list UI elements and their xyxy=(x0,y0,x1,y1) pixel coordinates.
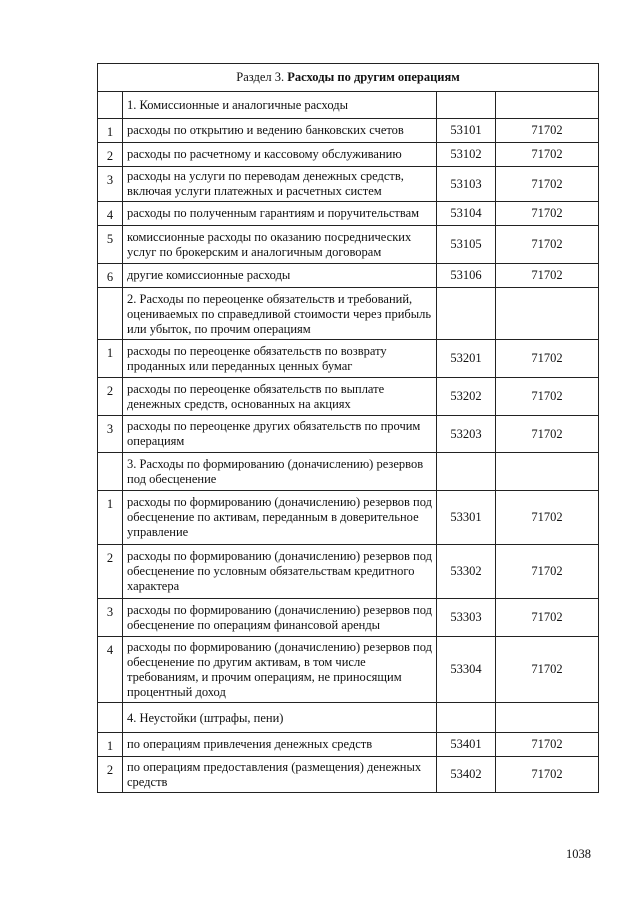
group-symbol-cell xyxy=(496,703,599,733)
account-number: 53102 xyxy=(437,143,496,167)
group-number-cell xyxy=(98,703,123,733)
row-number: 5 xyxy=(98,226,123,264)
row-number: 2 xyxy=(98,143,123,167)
symbol-code: 71702 xyxy=(496,226,599,264)
row-number: 4 xyxy=(98,637,123,703)
row-number: 1 xyxy=(98,119,123,143)
account-number: 53105 xyxy=(437,226,496,264)
account-number: 53304 xyxy=(437,637,496,703)
table-row xyxy=(98,416,599,453)
row-description: расходы по открытию и ведению банковских счетов xyxy=(123,119,437,143)
section-title-prefix: Раздел 3. xyxy=(236,70,285,84)
row-description: другие комиссионные расходы xyxy=(123,264,437,288)
account-number: 53401 xyxy=(437,733,496,757)
symbol-code: 71702 xyxy=(496,202,599,226)
section-title-cell xyxy=(98,64,599,92)
group-title: 4. Неустойки (штрафы, пени) xyxy=(123,703,437,733)
expenses-table xyxy=(97,63,599,793)
group-symbol-cell xyxy=(496,92,599,119)
row-number: 2 xyxy=(98,378,123,416)
row-description: расходы по формированию (доначислению) резервов под обесценение по другим активам, в том числе требованиям, и прочим операциям, не приносящим процентный доход xyxy=(123,637,437,703)
symbol-code: 71702 xyxy=(496,119,599,143)
row-number: 3 xyxy=(98,167,123,202)
row-description: расходы на услуги по переводам денежных средств, включая услуги платежных и расчетных систем xyxy=(123,167,437,202)
table-row xyxy=(98,226,599,264)
row-description: расходы по формированию (доначислению) резервов под обесценение по условным обязательствам кредитного характера xyxy=(123,545,437,599)
account-number: 53201 xyxy=(437,340,496,378)
row-number: 3 xyxy=(98,416,123,453)
row-number: 1 xyxy=(98,491,123,545)
account-number: 53301 xyxy=(437,491,496,545)
page-number: 1038 xyxy=(566,847,591,861)
row-description: по операциям привлечения денежных средств xyxy=(123,733,437,757)
row-number: 3 xyxy=(98,599,123,637)
symbol-code: 71702 xyxy=(496,545,599,599)
symbol-code: 71702 xyxy=(496,733,599,757)
table-row xyxy=(98,264,599,288)
table-row xyxy=(98,757,599,793)
group-symbol-cell xyxy=(496,288,599,340)
table-row xyxy=(98,378,599,416)
symbol-code: 71702 xyxy=(496,416,599,453)
group-header-row xyxy=(98,703,599,733)
account-number: 53303 xyxy=(437,599,496,637)
account-number: 53203 xyxy=(437,416,496,453)
account-number: 53202 xyxy=(437,378,496,416)
symbol-code: 71702 xyxy=(496,264,599,288)
account-number: 53104 xyxy=(437,202,496,226)
table-row xyxy=(98,119,599,143)
row-number: 2 xyxy=(98,757,123,793)
row-description: расходы по переоценке обязательств по возврату проданных или переданных ценных бумаг xyxy=(123,340,437,378)
row-number: 2 xyxy=(98,545,123,599)
account-number: 53402 xyxy=(437,757,496,793)
table-row xyxy=(98,340,599,378)
table-row xyxy=(98,545,599,599)
symbol-code: 71702 xyxy=(496,599,599,637)
table-row xyxy=(98,143,599,167)
table-row xyxy=(98,202,599,226)
symbol-code: 71702 xyxy=(496,378,599,416)
row-description: расходы по переоценке других обязательств по прочим операциям xyxy=(123,416,437,453)
group-account-cell xyxy=(437,453,496,491)
group-header-row xyxy=(98,288,599,340)
symbol-code: 71702 xyxy=(496,167,599,202)
group-account-cell xyxy=(437,288,496,340)
group-title: 3. Расходы по формированию (доначислению) резервов под обесценение xyxy=(123,453,437,491)
section-title-row xyxy=(98,64,599,92)
group-title: 1. Комиссионные и аналогичные расходы xyxy=(123,92,437,119)
row-description: комиссионные расходы по оказанию посреднических услуг по брокерским и аналогичным договорам xyxy=(123,226,437,264)
account-number: 53106 xyxy=(437,264,496,288)
table-row xyxy=(98,733,599,757)
table-row xyxy=(98,637,599,703)
symbol-code: 71702 xyxy=(496,143,599,167)
row-number: 4 xyxy=(98,202,123,226)
section-title: Расходы по другим операциям xyxy=(287,70,460,84)
account-number: 53302 xyxy=(437,545,496,599)
group-header-row xyxy=(98,453,599,491)
table-row xyxy=(98,167,599,202)
row-description: по операциям предоставления (размещения) денежных средств xyxy=(123,757,437,793)
symbol-code: 71702 xyxy=(496,340,599,378)
row-number: 1 xyxy=(98,340,123,378)
symbol-code: 71702 xyxy=(496,491,599,545)
group-number-cell xyxy=(98,453,123,491)
table-body xyxy=(98,64,599,793)
symbol-code: 71702 xyxy=(496,637,599,703)
group-symbol-cell xyxy=(496,453,599,491)
row-description: расходы по формированию (доначислению) резервов под обесценение по активам, переданным в доверительное управление xyxy=(123,491,437,545)
group-account-cell xyxy=(437,703,496,733)
symbol-code: 71702 xyxy=(496,757,599,793)
group-number-cell xyxy=(98,288,123,340)
table-row xyxy=(98,491,599,545)
row-number: 6 xyxy=(98,264,123,288)
account-number: 53101 xyxy=(437,119,496,143)
group-header-row xyxy=(98,92,599,119)
row-description: расходы по формированию (доначислению) резервов под обесценение по операциям финансовой аренды xyxy=(123,599,437,637)
row-number: 1 xyxy=(98,733,123,757)
row-description: расходы по полученным гарантиям и поручительствам xyxy=(123,202,437,226)
group-title: 2. Расходы по переоценке обязательств и требований, оцениваемых по справедливой стоимости через прибыль или убыток, по прочим операциям xyxy=(123,288,437,340)
row-description: расходы по расчетному и кассовому обслуживанию xyxy=(123,143,437,167)
group-account-cell xyxy=(437,92,496,119)
row-description: расходы по переоценке обязательств по выплате денежных средств, основанных на акциях xyxy=(123,378,437,416)
group-number-cell xyxy=(98,92,123,119)
table-row xyxy=(98,599,599,637)
account-number: 53103 xyxy=(437,167,496,202)
